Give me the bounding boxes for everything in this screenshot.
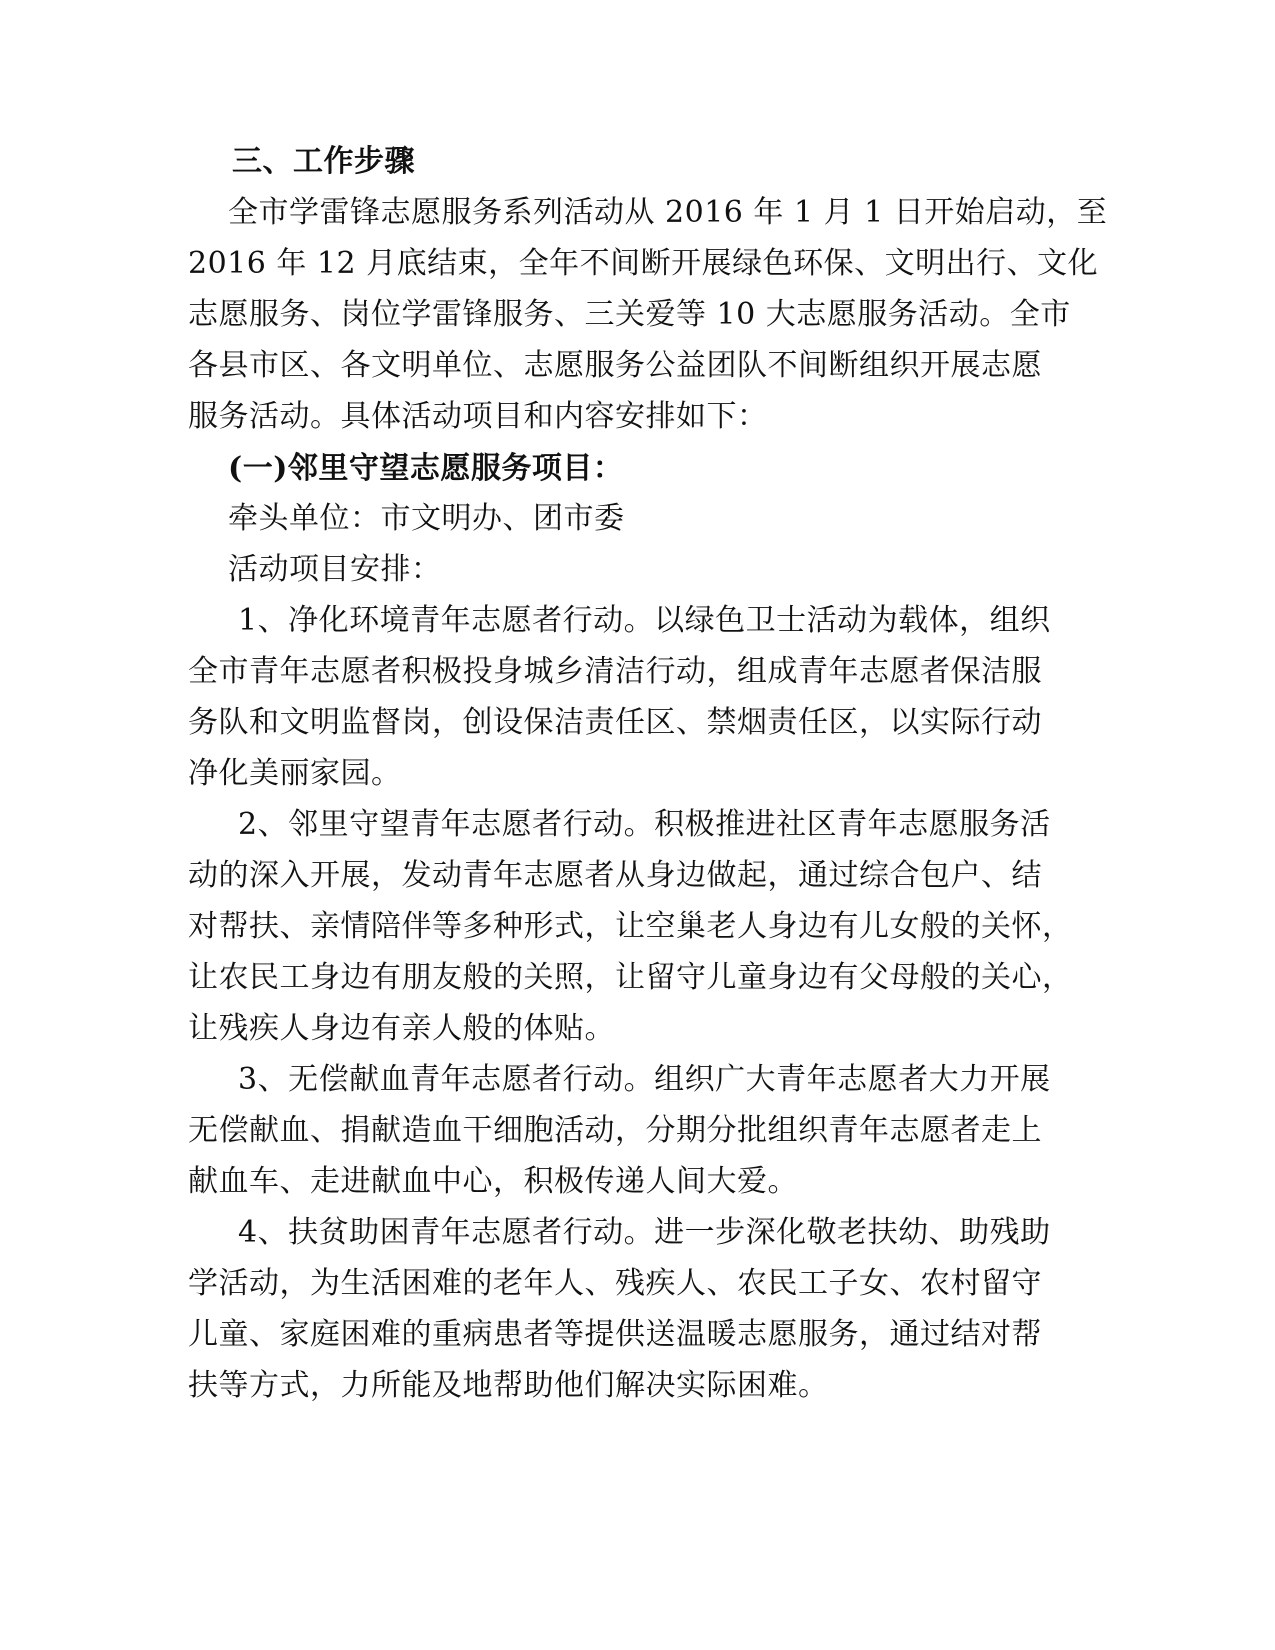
intro-line-4: 各县市区、各文明单位、志愿服务公益团队不间断组织开展志愿: [188, 348, 1042, 383]
item-3-line-2: 无偿献血、捐献造血干细胞活动，分期分批组织青年志愿者走上: [188, 1113, 1042, 1148]
item-4-line-2: 学活动，为生活困难的老年人、残疾人、农民工子女、农村留守: [188, 1266, 1042, 1301]
subsection-heading: (一)邻里守望志愿服务项目：: [228, 451, 624, 486]
item-1-line-4: 净化美丽家园。: [188, 756, 402, 791]
item-4-line-3: 儿童、家庭困难的重病患者等提供送温暖志愿服务，通过结对帮: [188, 1317, 1042, 1352]
intro-line-5: 服务活动。具体活动项目和内容安排如下：: [188, 399, 768, 434]
item-2-line-5: 让残疾人身边有亲人般的体贴。: [188, 1011, 615, 1046]
item-2-line-3: 对帮扶、亲情陪伴等多种形式，让空巢老人身边有儿女般的关怀，: [188, 909, 1073, 944]
intro-line-1: 全市学雷锋志愿服务系列活动从 2016 年 1 月 1 日开始启动，至: [228, 195, 1108, 230]
item-1-line-2: 全市青年志愿者积极投身城乡清洁行动，组成青年志愿者保洁服: [188, 654, 1042, 689]
intro-line-3: 志愿服务、岗位学雷锋服务、三关爱等 10 大志愿服务活动。全市: [188, 297, 1071, 332]
item-3-line-1: 3、无偿献血青年志愿者行动。组织广大青年志愿者大力开展: [238, 1062, 1051, 1097]
item-4-line-4: 扶等方式，力所能及地帮助他们解决实际困难。: [188, 1368, 829, 1403]
item-1-line-1: 1、净化环境青年志愿者行动。以绿色卫士活动为载体，组织: [238, 603, 1051, 638]
section-heading: 三、工作步骤: [232, 144, 415, 179]
item-2-line-4: 让农民工身边有朋友般的关照，让留守儿童身边有父母般的关心，: [188, 960, 1073, 995]
item-2-line-2: 动的深入开展，发动青年志愿者从身边做起，通过综合包户、结: [188, 858, 1042, 893]
lead-unit: 牵头单位：市文明办、团市委: [228, 501, 625, 536]
item-3-line-3: 献血车、走进献血中心，积极传递人间大爱。: [188, 1164, 798, 1199]
item-1-line-3: 务队和文明监督岗，创设保洁责任区、禁烟责任区，以实际行动: [188, 705, 1042, 740]
intro-line-2: 2016 年 12 月底结束，全年不间断开展绿色环保、文明出行、文化: [188, 246, 1099, 281]
arrangement-label: 活动项目安排：: [228, 552, 442, 587]
item-4-line-1: 4、扶贫助困青年志愿者行动。进一步深化敬老扶幼、助残助: [238, 1215, 1051, 1250]
item-2-line-1: 2、邻里守望青年志愿者行动。积极推进社区青年志愿服务活: [238, 807, 1051, 842]
